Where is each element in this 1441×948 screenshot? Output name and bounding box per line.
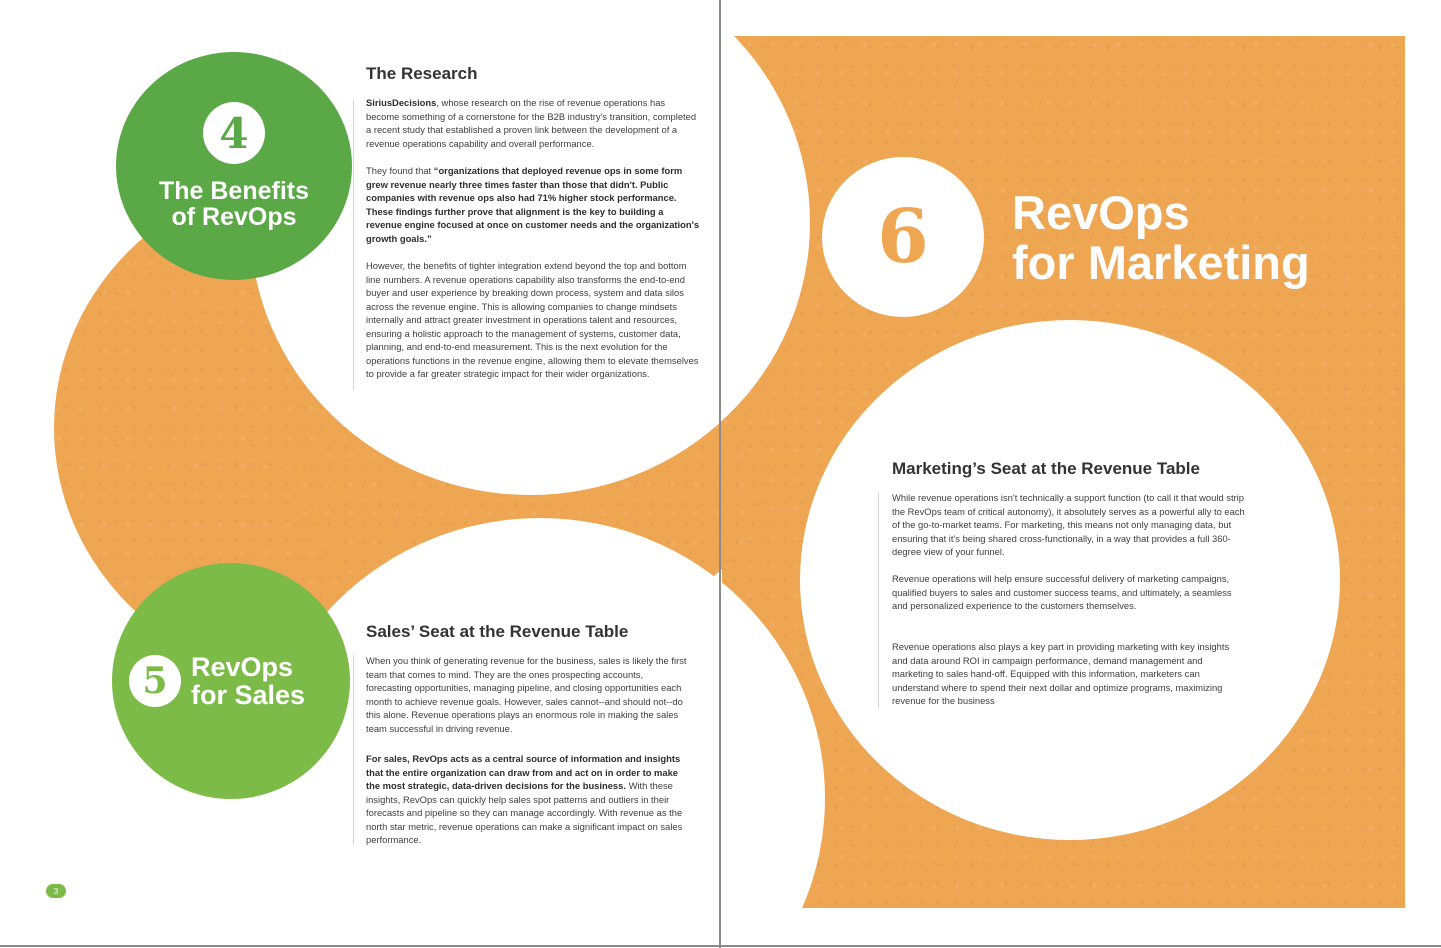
section-four-badge	[116, 52, 352, 280]
section-five-number: 5	[142, 660, 168, 702]
page-number-badge	[46, 884, 66, 898]
research-rule	[353, 100, 354, 390]
research-source-name: SiriusDecisions	[366, 97, 437, 108]
research-paragraph-1	[366, 96, 700, 150]
section-five-title-line1: RevOps	[191, 652, 294, 682]
section-five-badge	[112, 563, 350, 799]
section-five-number-disc	[129, 655, 181, 707]
research-paragraph-2	[366, 164, 700, 245]
section-four-title-line2: of RevOps	[171, 203, 297, 231]
section-four-number-disc	[203, 102, 265, 164]
research-paragraph-3: However, the benefits of tighter integration extend beyond the top and bottom line numbers. A revenue operations capability also transforms the end-to-end buyer and user experience by breaking down process, system and data silos across the revenue engine. This is allowing companies to change mindsets internally and attract greater investment in operations talent and resources, ensuring a holistic approach to the management of systems, customer data, planning, and end-to-end measurement. This is the next evolution for the operations functions in the revenue engine, allowing them to elevate themselves to provide a far greater strategic impact for their wider organizations.	[366, 260, 699, 379]
sales-p2-bold: For sales, RevOps acts as a central source of information and insights that the entire organization can draw from and act on in order to make the most strategic, data-driven decisions for the business.	[366, 753, 681, 791]
marketing-paragraph-1: While revenue operations isn't technically a support function (to call it that would strip the RevOps team of critical autonomy), it absolutely serves as a powerful ally to each of the go-to-market teams. For marketing, this means not only managing data, but ensuring that it's being shared cross-functionally, in a way that provides a full 360-degree view of your funnel.	[892, 492, 1245, 557]
section-five-title	[191, 653, 305, 709]
sales-p2-text: With these insights, RevOps can quickly help sales spot patterns and outliers in their forecasts and pipeline so they can manage accordingly. With revenue as the north star metric, revenue operations can make a significant impact on sales performance.	[366, 780, 683, 845]
section-six-title	[1012, 188, 1310, 288]
sales-paragraph-1: When you think of generating revenue for the business, sales is likely the first team that comes to mind. They are the ones prospecting accounts, forecasting opportunities, managing pipeline, and closing opportunities each month to achieve revenue goals. However, sales cannot--and should not--do this alone. Revenue operations plays an enormous role in making the sales team successful in driving revenue.	[366, 655, 687, 734]
sales-rule	[353, 655, 354, 845]
research-p2-quote: “organizations that deployed revenue ops in some form grew revenue nearly three times faster than those that didn't. Public companies with revenue ops also had 71% higher stock performance. These findings further prove that alignment is the key to building a revenue engine focused at once on customer needs and the organization's growth goals.”	[366, 165, 700, 244]
sales-heading: Sales’ Seat at the Revenue Table	[366, 622, 629, 641]
section-four-number: 4	[219, 108, 249, 158]
section-six-number: 6	[877, 194, 929, 280]
marketing-paragraph-3: Revenue operations also plays a key part in providing marketing with key insights and data around ROI in campaign performance, demand management and marketing to sales hand-off. Equipped with this information, marketers can understand where to spend their next dollar and optimize programs, maximizing revenue for the business	[892, 641, 1230, 706]
section-six-title-line1: RevOps	[1012, 186, 1190, 239]
section-six-title-line2: for Marketing	[1012, 236, 1310, 289]
marketing-paragraph-2: Revenue operations will help ensure successful delivery of marketing campaigns, qualified buyers to sales and customer success teams, and ultimately, a seamless and personalized experience to the customers themselves.	[892, 573, 1232, 611]
marketing-heading: Marketing’s Seat at the Revenue Table	[892, 459, 1200, 478]
research-p1-text: , whose research on the rise of revenue operations has become something of a cornerstone for the B2B industry's transition, completed a recent study that established a proven link between the development of a revenue operations capability and overall performance.	[366, 97, 697, 149]
marketing-rule	[878, 493, 879, 708]
section-four-title-line1: The Benefits	[158, 177, 310, 205]
page-gutter	[719, 0, 721, 948]
number-six-disc	[822, 157, 984, 317]
research-heading: The Research	[366, 64, 478, 83]
page-number: 3	[53, 886, 59, 896]
bottom-rule	[0, 945, 1441, 947]
sales-paragraph-2	[366, 752, 690, 847]
research-p2-intro: They found that	[366, 165, 434, 176]
section-five-title-line2: for Sales	[191, 680, 306, 710]
